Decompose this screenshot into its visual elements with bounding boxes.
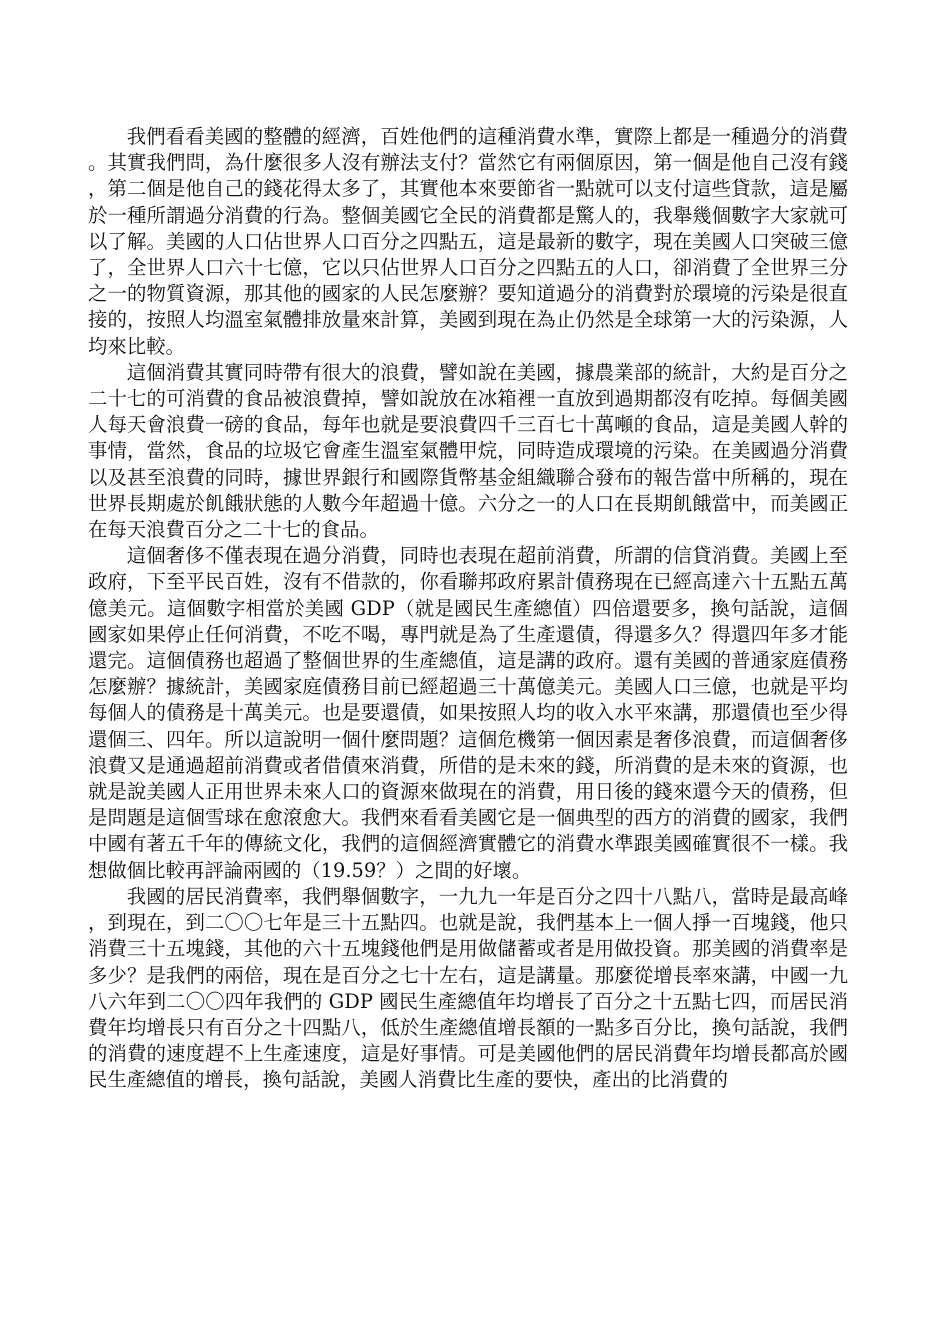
paragraph-4: 我國的居民消費率，我們舉個數字，一九九一年是百分之四十八點八，當時是最高峰，到現在，到二〇〇七年是三十五點四。也就是說，我們基本上一個人掙一百塊錢，他只消費三十五塊錢，其他的六十五塊錢他們是用做儲蓄或者是用做投資。那美國的消費率是多少？是我們的兩倍，現在是百分之七十左右，這是講量。那麼從增長率來講，中國一九八六年到二〇〇四年我們的 GDP 國民生產總值年均增長了百分之十五點七四，而居民消費年均增長只有百分之十四點八，低於生產總值增長額的一點多百分比，換句話說，我們的消費的速度趕不上生產速度，這是好事情。可是美國他們的居民消費年均增長都高於國民生產總值的增長，換句話說，美國人消費比生產的要快，產出的比消費的 xyxy=(88,884,848,1092)
paragraph-3: 這個奢侈不僅表現在過分消費，同時也表現在超前消費，所謂的信貸消費。美國上至政府，下至平民百姓，沒有不借款的，你看聯邦政府累計債務現在已經高達六十五點五萬億美元。這個數字相當於美國 GDP（就是國民生產總值）四倍還要多，換句話說，這個國家如果停止任何消費，不吃不喝，專門就是為了生產還債，得還多久？得還四年多才能還完。這個債務也超過了整個世界的生產總值，這是講的政府。還有美國的普通家庭債務怎麼辦？據統計，美國家庭債務目前已經超過三十萬億美元。美國人口三億，也就是平均每個人的債務是十萬美元。也是要還債，如果按照人均的收入水平來講，那還債也至少得還個三、四年。所以這說明一個什麼問題？這個危機第一個因素是奢侈浪費，而這個奢侈浪費又是通過超前消費或者借債來消費，所借的是未來的錢，所消費的是未來的資源，也就是說美國人正用世界未來人口的資源來做現在的消費，用日後的錢來還今天的債務，但是問題是這個雪球在愈滾愈大。我們來看看美國它是一個典型的西方的消費的國家，我們中國有著五千年的傳統文化，我們的這個經濟實體它的消費水準跟美國確實很不一樣。我想做個比較再評論兩國的（19.59？）之間的好壞。 xyxy=(88,544,848,882)
paragraph-1: 我們看看美國的整體的經濟，百姓他們的這種消費水準，實際上都是一種過分的消費。其實我們問，為什麼很多人沒有辦法支付？當然它有兩個原因，第一個是他自己沒有錢，第二個是他自己的錢花得太多了，其實他本來要節省一點就可以支付這些貸款，這是屬於一種所謂過分消費的行為。整個美國它全民的消費都是驚人的，我舉幾個數字大家就可以了解。美國的人口佔世界人口百分之四點五，這是最新的數字，現在美國人口突破三億了，全世界人口六十七億，它以只佔世界人口百分之四點五的人口，卻消費了全世界三分之一的物質資源，那其他的國家的人民怎麼辦？要知道過分的消費對於環境的污染是很直接的，按照人均溫室氣體排放量來計算，美國到現在為止仍然是全球第一大的污染源，人均來比較。 xyxy=(88,125,848,358)
paragraph-2: 這個消費其實同時帶有很大的浪費，譬如說在美國，據農業部的統計，大約是百分之二十七的可消費的食品被浪費掉，譬如說放在冰箱裡一直放到過期都沒有吃掉。每個美國人每天會浪費一磅的食品，每年也就是要浪費四千三百七十萬噸的食品，這是美國人幹的事情，當然，食品的垃圾它會產生溫室氣體甲烷，同時造成環境的污染。在美國過分消費以及甚至浪費的同時，據世界銀行和國際貨幣基金組織聯合發布的報告當中所稱的，現在世界長期處於飢餓狀態的人數今年超過十億。六分之一的人口在長期飢餓當中，而美國正在每天浪費百分之二十七的食品。 xyxy=(88,360,848,542)
document-body xyxy=(88,124,848,1094)
